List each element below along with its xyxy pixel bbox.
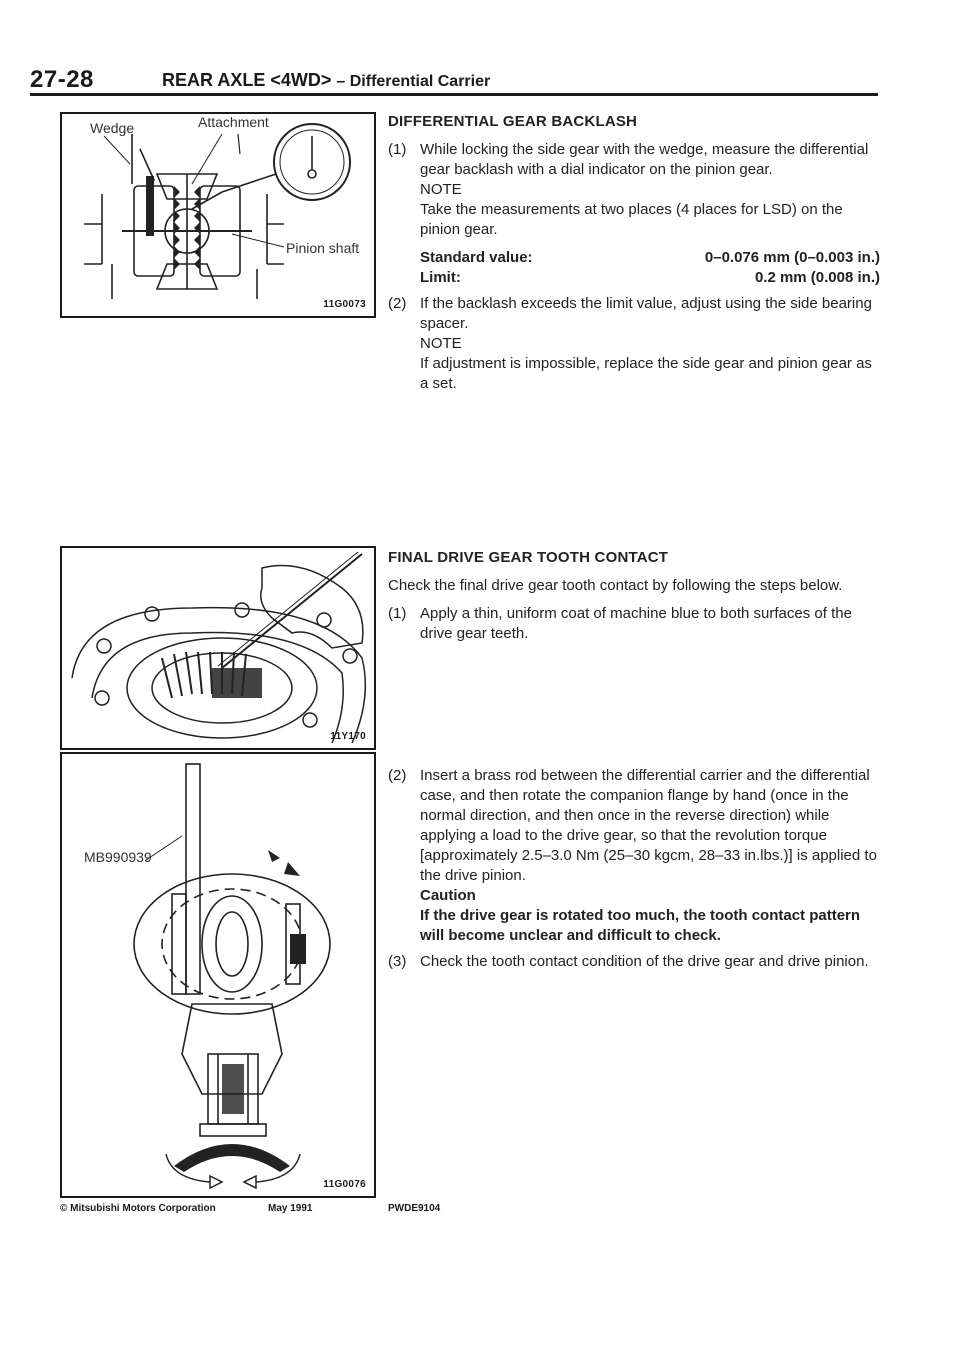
standard-value-label: Standard value: (420, 249, 533, 266)
step-number: (1) (388, 605, 407, 622)
heading-backlash: DIFFERENTIAL GEAR BACKLASH (388, 113, 638, 130)
figure-code: 11Y170 (330, 731, 366, 742)
limit-label: Limit: (420, 269, 461, 286)
standard-value: 0–0.076 mm (0–0.003 in.) (704, 249, 880, 266)
page-number: 27-28 (30, 66, 94, 93)
step-text: Apply a thin, uniform coat of machine blue to both surfaces of the drive gear teeth. (420, 605, 852, 642)
label-tool-number: MB990939 (84, 849, 152, 865)
label-pinion-shaft: Pinion shaft (286, 240, 360, 256)
section-tooth-contact-cont (388, 766, 880, 978)
section-title (162, 70, 490, 91)
note-text: If adjustment is impossible, replace the side gear and pinion gear as a set. (420, 355, 872, 392)
figure-code: 11G0076 (323, 1179, 366, 1190)
rotate-flange-diagram (62, 754, 374, 1196)
figure-tooth-contact-apply (60, 546, 376, 750)
tooth-contact-step-3 (388, 952, 880, 972)
label-attachment: Attachment (198, 114, 269, 130)
section-subtitle: – Differential Carrier (336, 73, 491, 90)
backlash-step-1 (388, 140, 880, 288)
note-label: NOTE (420, 181, 462, 198)
footer-date: May 1991 (268, 1203, 313, 1214)
footer-copyright: © Mitsubishi Motors Corporation (60, 1203, 216, 1214)
header-rule (30, 93, 878, 96)
note-label: NOTE (420, 335, 462, 352)
step-number: (2) (388, 767, 407, 784)
step-number: (1) (388, 141, 407, 158)
section-title-main: REAR AXLE <4WD> (162, 70, 332, 90)
step-number: (2) (388, 295, 407, 312)
figure-tooth-contact-rotate (60, 752, 376, 1198)
note-text: Take the measurements at two places (4 places for LSD) on the pinion gear. (420, 201, 843, 238)
tooth-contact-step-1 (388, 604, 880, 644)
section-backlash (388, 112, 880, 400)
step-text: Check the tooth contact condition of the drive gear and drive pinion. (420, 953, 869, 970)
heading-tooth-contact: FINAL DRIVE GEAR TOOTH CONTACT (388, 549, 669, 566)
step-text: Insert a brass rod between the differential carrier and the differential case, and then rotate the companion flange by hand (once in the normal direction, and then once in the reverse direction) while applying a load to the drive gear, so that the revolution torque [approximately 2.5–3.0 Nm (25–30 kgcm, 28–33 in.lbs.)] is applied to the drive pinion. (420, 767, 877, 884)
intro-text: Check the final drive gear tooth contact by following the steps below. (388, 577, 843, 594)
apply-blue-diagram (62, 548, 374, 748)
step-number: (3) (388, 953, 407, 970)
figure-code: 11G0073 (323, 299, 366, 310)
figure-backlash (60, 112, 376, 318)
standard-value-row (420, 248, 880, 268)
footer-doc-code: PWDE9104 (388, 1203, 441, 1214)
tooth-contact-step-2 (388, 766, 880, 946)
caution-text: If the drive gear is rotated too much, the tooth contact pattern will become unclear and difficult to check. (420, 907, 861, 944)
page-header (30, 66, 878, 94)
backlash-step-2 (388, 294, 880, 394)
step-text: While locking the side gear with the wedge, measure the differential gear backlash with a dial indicator on the pinion gear. (420, 141, 869, 178)
backlash-diagram (62, 114, 374, 316)
limit-value: 0.2 mm (0.008 in.) (754, 269, 880, 286)
label-wedge: Wedge (90, 120, 135, 136)
step-text: If the backlash exceeds the limit value, adjust using the side bearing spacer. (420, 295, 872, 332)
section-tooth-contact (388, 548, 880, 650)
caution-label: Caution (420, 887, 476, 904)
limit-row (420, 268, 880, 288)
